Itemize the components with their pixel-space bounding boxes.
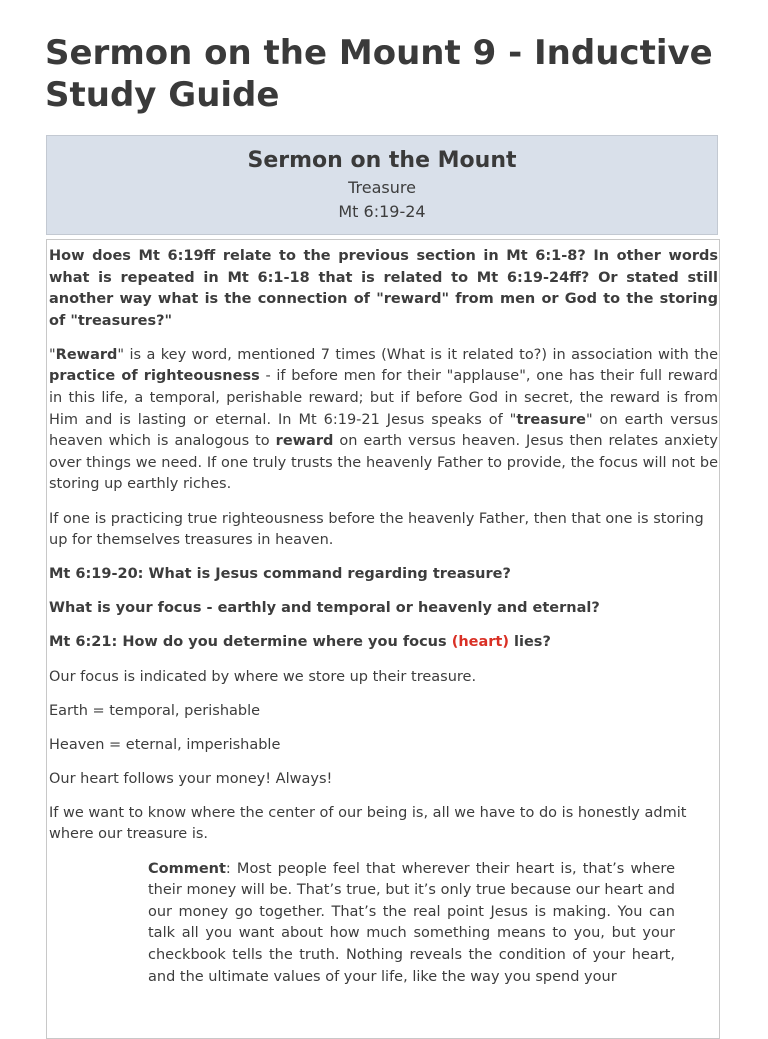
focus-question: What is your focus - earthly and temporal or heavenly and eternal? — [49, 600, 600, 617]
reward-text-2: - if before men for their "applause", one has their full reward in this life, a temporal, perishable reward; but if before God in secret, the reward is from Him and is lasting or eternal. In Mt 6:19-21 Jesus speaks of " — [49, 368, 719, 428]
earth-line: Earth = temporal, perishable — [49, 702, 261, 719]
lesson-title: Sermon on the Mount — [247, 148, 517, 173]
center-paragraph: If we want to know where the center of our being is, all we have to do is honestly admit where our treasure is. — [49, 804, 687, 843]
quote-mark: " — [49, 346, 56, 363]
righteousness-paragraph: If one is practicing true righteousness before the heavenly Father, then that one is storing up for themselves treasures in heaven. — [49, 510, 704, 549]
reward-text-4: on earth versus heaven. Jesus then relates anxiety over things we need. If one truly trusts the heavenly Father to provide, the focus will not be storing up earthly riches. — [49, 433, 718, 493]
keyword-practice: practice of righteousness — [49, 368, 260, 385]
question-heart-text: Mt 6:21: How do you determine where you focus — [49, 634, 447, 651]
money-line: Our heart follows your money! Always! — [49, 770, 333, 787]
comment-text: : Most people feel that wherever their heart is, that’s where their money will be. That’s true, but it’s only true because our heart and our money go together. That’s the real point Jesus is making. You can talk all you want about how much something means to you, but your checkbook tells the truth. Nothing reveals the condition of your heart, and the ultimate values of your life, like the way you spend your — [148, 860, 675, 985]
focus-line: Our focus is indicated by where we store up their treasure. — [49, 668, 477, 685]
keyword-reward: Reward — [55, 346, 118, 363]
reward-text-3: " on earth versus heaven which is analogous to — [49, 411, 718, 450]
question-heart-end: lies? — [508, 634, 551, 651]
heart-highlight: (heart) — [451, 634, 509, 651]
keyword-reward-2: reward — [275, 433, 334, 450]
study-content — [46, 239, 720, 1039]
comment-label: Comment — [148, 860, 226, 877]
reward-text-1: " is a key word, mentioned 7 times (What is it related to?) in association with the — [117, 346, 718, 363]
keyword-treasure: treasure — [516, 411, 586, 428]
reward-paragraph — [49, 345, 718, 496]
comment-block — [148, 859, 675, 989]
question-heart — [49, 632, 718, 654]
intro-question: How does Mt 6:19ff relate to the previous section in Mt 6:1-8? In other words what is repeated in Mt 6:1-18 that is related to Mt 6:19-24ff? Or stated still another way what is the connection of "reward" from men or God to the storing of "treasures?" — [49, 248, 718, 329]
question-command: Mt 6:19-20: What is Jesus command regarding treasure? — [49, 566, 511, 583]
lesson-header — [46, 135, 718, 235]
heaven-line: Heaven = eternal, imperishable — [49, 736, 281, 753]
lesson-subtitle: Treasure — [348, 178, 416, 197]
lesson-reference: Mt 6:19-24 — [338, 202, 426, 221]
page-title: Sermon on the Mount 9 - Inductive Study Guide — [45, 33, 713, 115]
